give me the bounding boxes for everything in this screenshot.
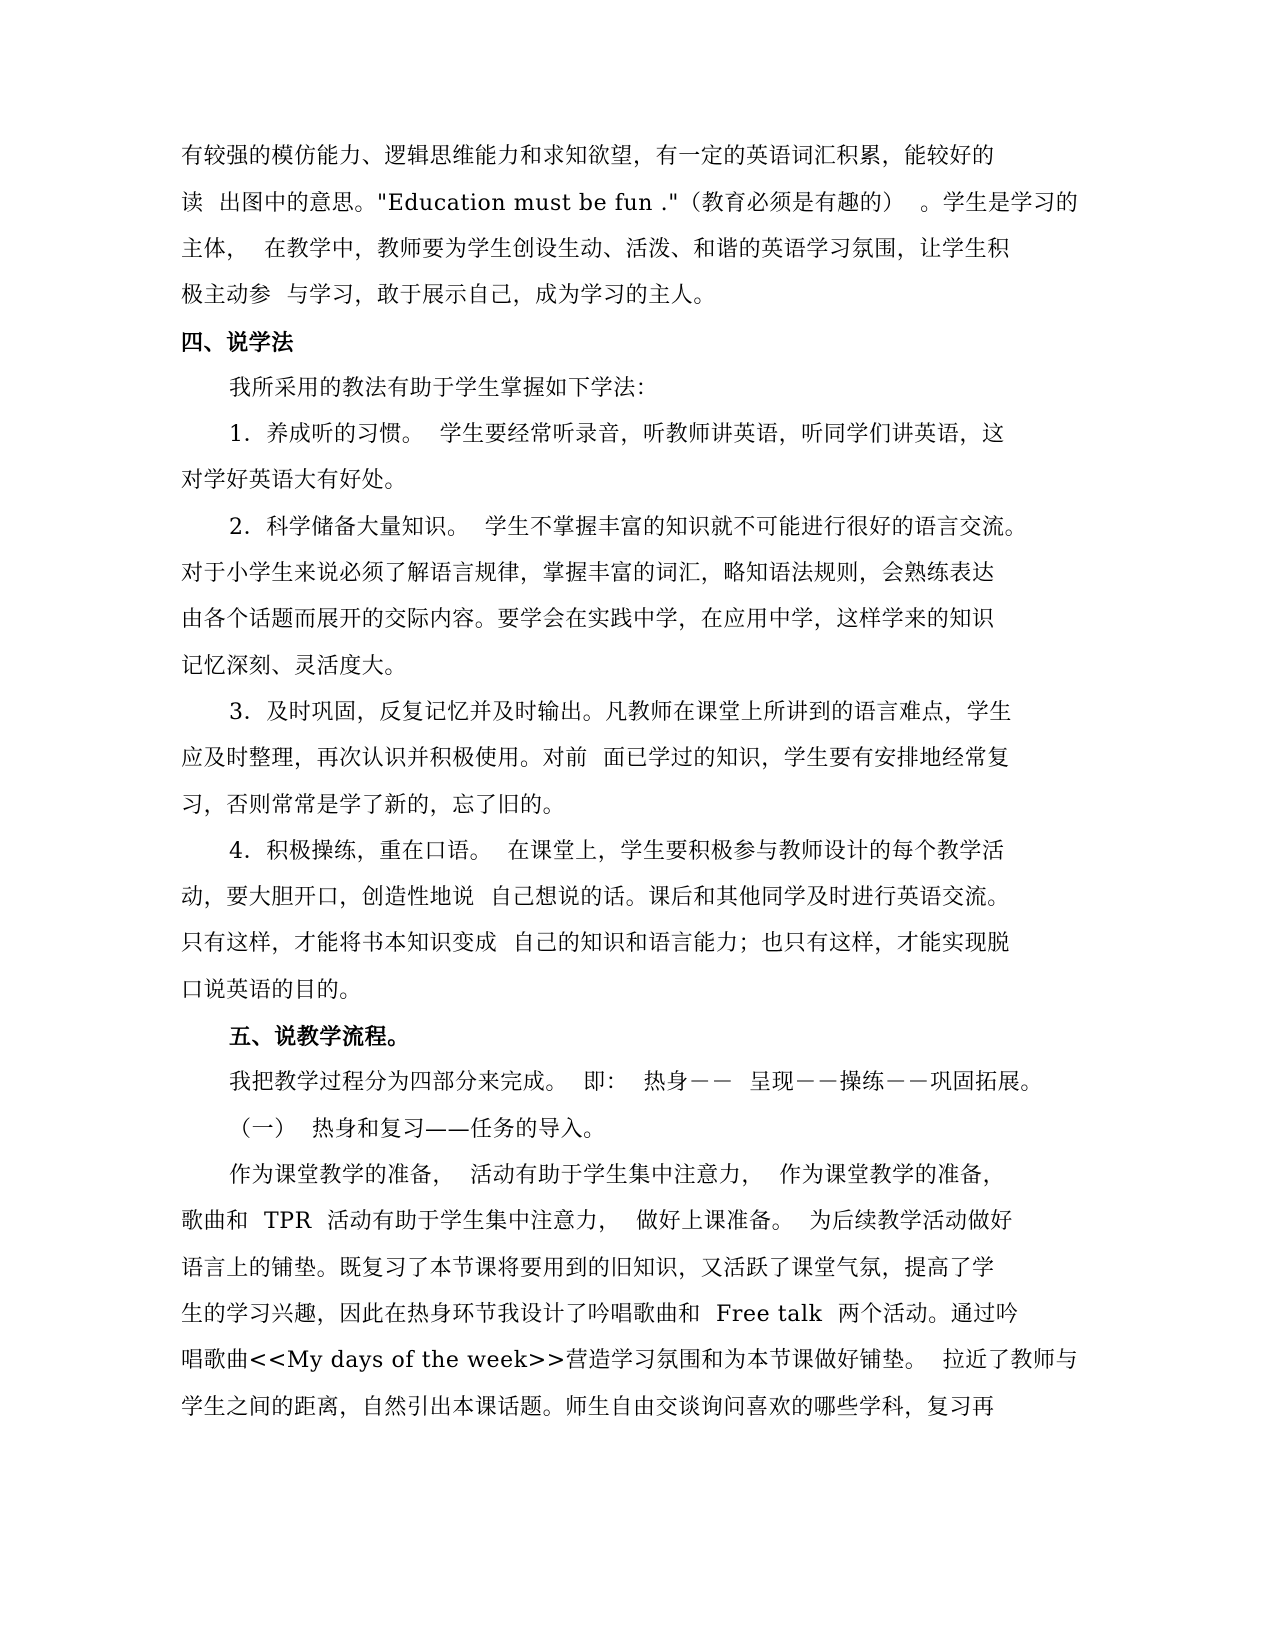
paragraph-line: 读 出图中的意思。"Education must be fun ."（教育必须是有趣的） 。学生是学习的 — [181, 191, 1079, 216]
paragraph-line: 语言上的铺垫。既复习了本节课将要用到的旧知识，又活跃了课堂气氛，提高了学 — [181, 1256, 995, 1281]
paragraph-line: 生的学习兴趣，因此在热身环节我设计了吟唱歌曲和 Free talk 两个活动。通过吟 — [181, 1302, 1019, 1327]
paragraph-line: 唱歌曲<<My days of the week>>营造学习氛围和为本节课做好铺垫。 拉近了教师与 — [181, 1348, 1079, 1373]
paragraph-line: 作为课堂教学的准备， 活动有助于学生集中注意力， 作为课堂教学的准备， — [229, 1163, 1006, 1188]
subsection-heading: （一） 热身和复习——任务的导入。 — [229, 1117, 606, 1142]
list-item-line: 2．科学储备大量知识。 学生不掌握丰富的知识就不可能进行很好的语言交流。 — [229, 515, 1028, 540]
paragraph-line: 对于小学生来说必须了解语言规律，掌握丰富的词汇，略知语法规则，会熟练表达 — [181, 561, 995, 586]
section-heading: 四、说学法 — [181, 330, 295, 356]
paragraph-line: 极主动参 与学习，敢于展示自己，成为学习的主人。 — [181, 283, 716, 308]
paragraph-line: 由各个话题而展开的交际内容。要学会在实践中学，在应用中学，这样学来的知识 — [181, 607, 995, 632]
paragraph-line: 学生之间的距离，自然引出本课话题。师生自由交谈询问喜欢的哪些学科，复习再 — [181, 1395, 995, 1420]
list-item-line: 1．养成听的习惯。 学生要经常听录音，听教师讲英语，听同学们讲英语，这 — [229, 422, 1005, 447]
paragraph-line: 只有这样，才能将书本知识变成 自己的知识和语言能力；也只有这样，才能实现脱 — [181, 931, 1010, 956]
paragraph-line: 习，否则常常是学了新的，忘了旧的。 — [181, 793, 566, 818]
paragraph-line: 动，要大胆开口，创造性地说 自己想说的话。课后和其他同学及时进行英语交流。 — [181, 885, 1010, 910]
section-heading: 五、说教学流程。 — [229, 1024, 410, 1050]
paragraph-line: 歌曲和 TPR 活动有助于学生集中注意力， 做好上课准备。 为后续教学活动做好 — [181, 1209, 1013, 1234]
paragraph-line: 主体， 在教学中，教师要为学生创设生动、活泼、和谐的英语学习氛围，让学生积 — [181, 237, 1010, 262]
list-item-line: 4．积极操练，重在口语。 在课堂上，学生要积极参与教师设计的每个教学活 — [229, 839, 1005, 864]
paragraph-line: 我把教学过程分为四部分来完成。 即： 热身－－ 呈现－－操练－－巩固拓展。 — [229, 1070, 1043, 1095]
paragraph-line: 有较强的模仿能力、逻辑思维能力和求知欲望，有一定的英语词汇积累，能较好的 — [181, 144, 995, 169]
paragraph-line: 口说英语的目的。 — [181, 978, 362, 1003]
paragraph-line: 记忆深刻、灵活度大。 — [181, 654, 408, 679]
paragraph-line: 应及时整理，再次认识并积极使用。对前 面已学过的知识，学生要有安排地经常复 — [181, 746, 1010, 771]
list-item-line: 3．及时巩固，反复记忆并及时输出。凡教师在课堂上所讲到的语言难点，学生 — [229, 700, 1012, 725]
paragraph-line: 对学好英语大有好处。 — [181, 468, 408, 493]
paragraph-line: 我所采用的教法有助于学生掌握如下学法： — [229, 376, 659, 401]
